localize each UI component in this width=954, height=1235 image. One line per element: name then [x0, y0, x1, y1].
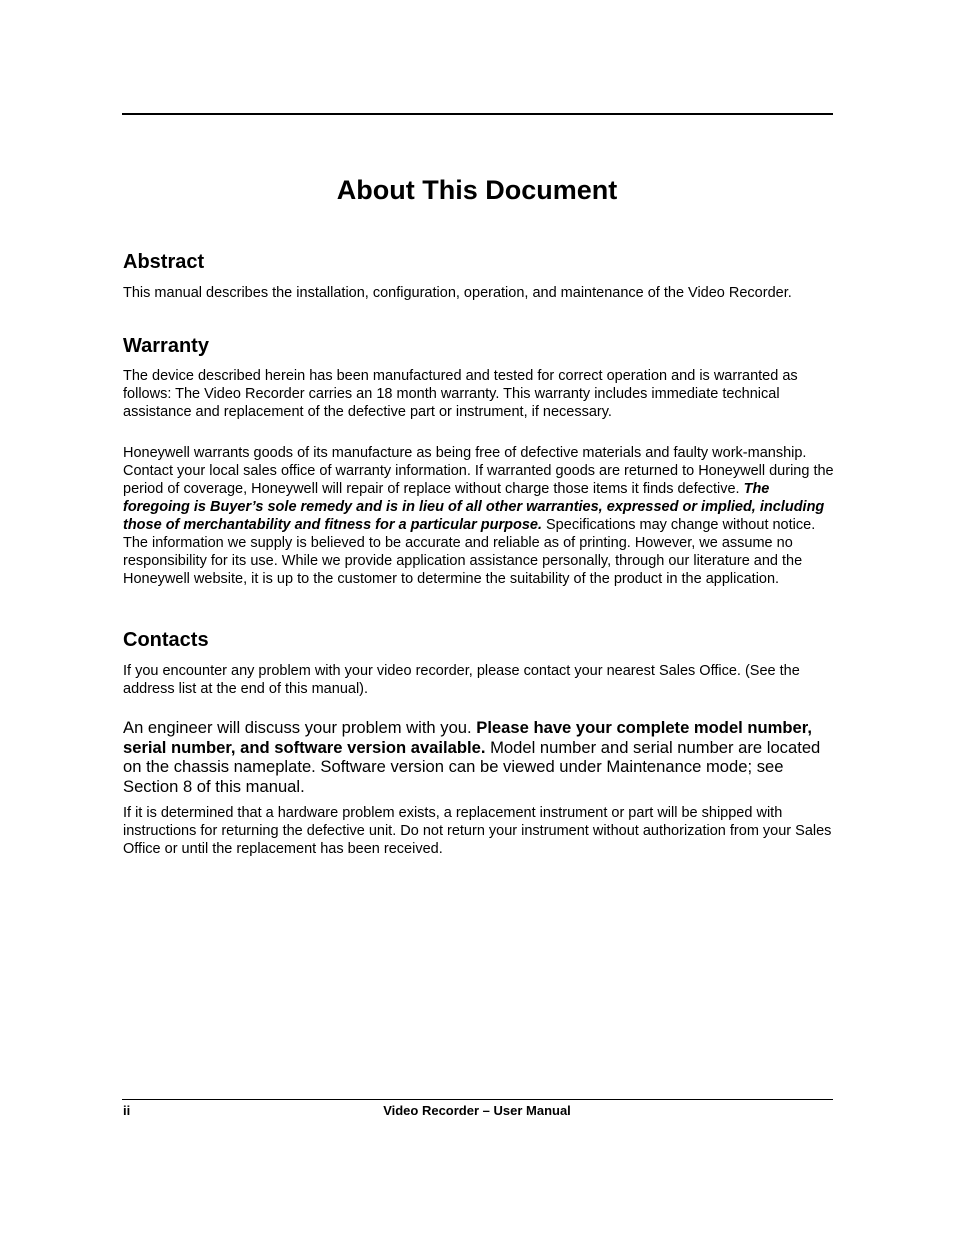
- footer-rule: [122, 1099, 833, 1100]
- contacts-paragraph-1: If you encounter any problem with your video recorder, please contact your nearest Sales Office. (See the address list at the end of this manual).: [123, 663, 800, 697]
- warranty-heading: Warranty: [123, 335, 209, 357]
- contacts-p2-intro: An engineer will discuss your problem with you.: [123, 718, 477, 737]
- contacts-heading: Contacts: [123, 629, 209, 651]
- abstract-paragraph: This manual describes the installation, configuration, operation, and maintenance of the Video Recorder.: [123, 285, 792, 301]
- footer-document-title: Video Recorder – User Manual: [383, 1103, 571, 1118]
- warranty-paragraph-2: [123, 444, 835, 588]
- warranty-paragraph-1: The device described herein has been manufactured and tested for correct operation and is warranted as follows: The Video Recorder carries an 18 month warranty. This warranty includes immediate technical assistance and replacement of the defective part or instrument, if necessary.: [123, 368, 798, 420]
- contacts-required-info: Please have your complete model number, serial number, and software version available.: [123, 718, 812, 757]
- footer-page-number: ii: [123, 1103, 131, 1118]
- document-body: [123, 248, 835, 858]
- warranty-p2-intro: Honeywell warrants goods of its manufacture as being free of defective materials and faulty work-manship. Contact your local sales office of warranty information. If warranted goods are returned to Honeywell during the period of coverage, Honeywell will repair of replace without charge those items it finds defective.: [123, 445, 834, 497]
- abstract-heading: Abstract: [123, 251, 205, 273]
- contacts-paragraph-2: [123, 718, 835, 796]
- warranty-p2-rest: Specifications may change without notice. The information we supply is believed to be accurate and reliable as of printing. However, we assume no responsibility for its use. While we provide application assistance personally, through our literature and the Honeywell website, it is up to the customer to determine the suitability of the product in the application.: [123, 517, 816, 587]
- header-rule: [122, 113, 833, 115]
- page-title: About This Document: [336, 175, 618, 205]
- contacts-p2-rest: Model number and serial number are located on the chassis nameplate. Software version can be viewed under Maintenance mode; see Section 8 of this manual.: [123, 737, 821, 796]
- contacts-paragraph-3: If it is determined that a hardware problem exists, a replacement instrument or part will be shipped with instructions for returning the defective unit. Do not return your instrument without authorization from your Sales Office or until the replacement has been received.: [123, 805, 832, 858]
- warranty-disclaimer: The foregoing is Buyer’s sole remedy and is in lieu of all other warranties, expressed or implied, including those of merchantability and fitness for a particular purpose.: [123, 481, 825, 533]
